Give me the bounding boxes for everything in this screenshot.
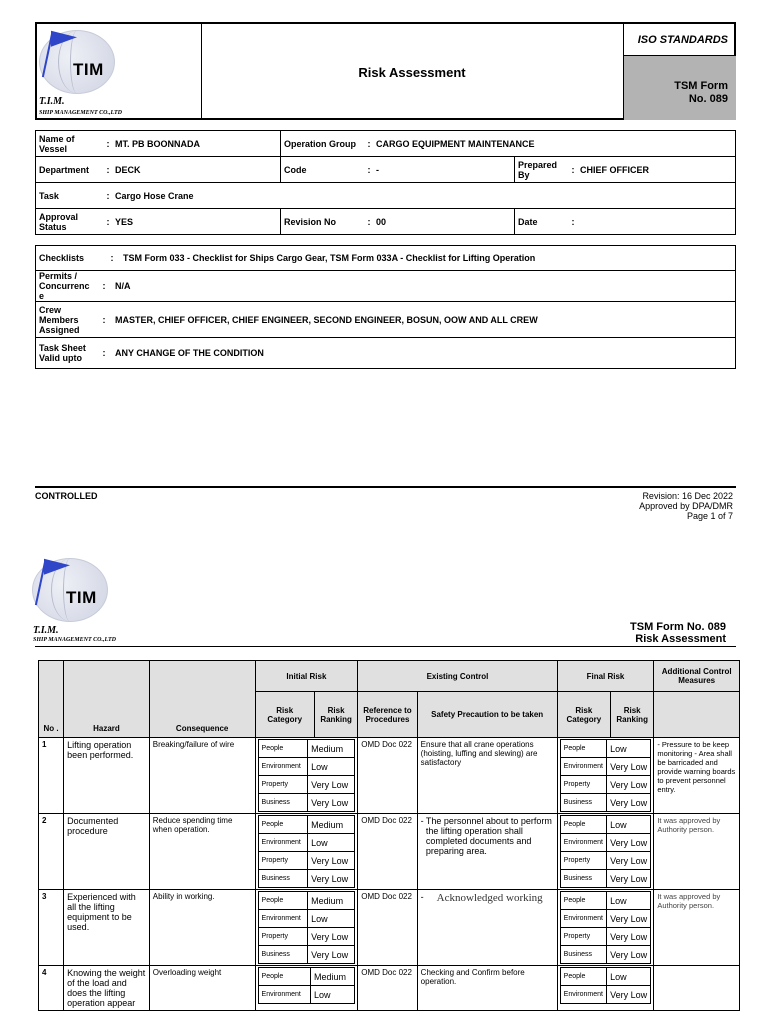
initial-risk-cell	[255, 966, 358, 1011]
additional-control-cell: It was approved by Authority person.	[654, 890, 740, 966]
col-consequence-header: Consequence	[149, 661, 255, 738]
risk-category: Property	[560, 928, 606, 946]
risk-line	[560, 852, 651, 870]
company-short-name: T.I.M.	[33, 625, 59, 636]
risk-line	[560, 794, 651, 812]
risk-ranking: Very Low	[607, 986, 651, 1004]
existing-control-header: Existing Control	[358, 661, 557, 692]
bullet-dash: -	[420, 816, 424, 826]
risk-category: Business	[258, 946, 308, 964]
risk-line	[258, 892, 355, 910]
hazard-cell: Experienced with all the lifting equipment to be used.	[64, 890, 150, 966]
risk-ranking: Low	[607, 968, 651, 986]
reference-header: Reference to Procedures	[358, 692, 417, 738]
risk-ranking: Very Low	[607, 834, 651, 852]
revision-date: Revision: 16 Dec 2022	[642, 491, 733, 501]
risk-category: Environment	[560, 834, 606, 852]
row-number: 4	[39, 966, 64, 1011]
revision-value: 00	[376, 216, 387, 227]
task-label: Task	[39, 190, 59, 201]
final-risk-cell-list	[560, 739, 652, 812]
risk-category: People	[560, 892, 606, 910]
row-number: 1	[39, 738, 64, 814]
safety-text: Acknowledged working	[436, 892, 543, 904]
task-details-table: Checklists : TSM Form 033 - Checklist for Ships Cargo Gear, TSM Form 033A - Checklist for Lifting Operation Permits / Concurrenc e : N/A Crew Members Assigned : MASTER, CHIEF OFFICER, CHIEF ENGINEER, SECOND ENGINEER, BOSUN, OOW AND ALL CREW Task Sheet Valid upto : ANY CHANGE OF THE CONDITION	[35, 245, 736, 369]
risk-ranking: Very Low	[607, 928, 651, 946]
risk-ranking: Very Low	[308, 776, 355, 794]
department-label: Department	[39, 164, 90, 175]
department-value: DECK	[115, 164, 141, 175]
page2-doc-title: Risk Assessment	[635, 633, 726, 645]
risk-line	[258, 834, 355, 852]
risk-category: Property	[258, 928, 308, 946]
risk-ranking: Low	[308, 910, 355, 928]
task-value: Cargo Hose Crane	[115, 190, 194, 201]
reference-cell: OMD Doc 022	[358, 738, 417, 814]
hazard-cell: Lifting operation been performed.	[64, 738, 150, 814]
form-header	[35, 22, 736, 120]
col-hazard-header: Hazard	[64, 661, 150, 738]
prepared-label: Prepared By	[518, 159, 558, 180]
risk-category: Property	[258, 776, 308, 794]
form-number-line1: TSM Form	[674, 80, 728, 92]
risk-category: People	[258, 740, 308, 758]
risk-category: Environment	[560, 758, 606, 776]
risk-line	[258, 870, 355, 888]
risk-ranking: Medium	[308, 740, 355, 758]
safety-cell	[417, 890, 557, 966]
initial-risk-cell-list	[258, 891, 356, 964]
initial-risk-cell-list	[258, 739, 356, 812]
row-number: 2	[39, 814, 64, 890]
additional-control-cell: It was approved by Authority person.	[654, 814, 740, 890]
final-risk-category-header: Risk Category	[557, 692, 610, 738]
checklists-label: Checklists	[39, 253, 85, 263]
logo-cell	[37, 24, 202, 120]
risk-line	[560, 892, 651, 910]
risk-category: Business	[560, 946, 606, 964]
risk-category: Environment	[258, 986, 310, 1004]
initial-risk-category-header: Risk Category	[255, 692, 314, 738]
risk-ranking: Low	[607, 816, 651, 834]
safety-cell: Ensure that all crane operations (hoisting, luffing and slewing) are satisfactory	[417, 738, 557, 814]
reference-cell: OMD Doc 022	[358, 890, 417, 966]
reference-cell: OMD Doc 022	[358, 814, 417, 890]
consequence-cell: Overloading weight	[149, 966, 255, 1011]
risk-category: People	[258, 816, 308, 834]
risk-line	[258, 776, 355, 794]
form-number-line2: No. 089	[688, 93, 728, 105]
risk-line	[560, 834, 651, 852]
risk-category: Property	[560, 776, 606, 794]
risk-category: People	[560, 816, 606, 834]
risk-line	[258, 946, 355, 964]
risk-ranking: Low	[607, 892, 651, 910]
additional-control-subheader	[654, 692, 740, 738]
vessel-value: MT. PB BOONNADA	[115, 138, 200, 149]
risk-line	[560, 968, 651, 986]
risk-category: Property	[258, 852, 308, 870]
risk-ranking: Very Low	[607, 870, 651, 888]
final-risk-cell-list	[560, 815, 652, 888]
page2-form-number: TSM Form No. 089	[630, 621, 726, 633]
risk-line	[258, 852, 355, 870]
crew-label: Crew Members Assigned	[39, 304, 80, 335]
document-title: Risk Assessment	[358, 64, 466, 80]
hazard-cell: Knowing the weight of the load and does the lifting operation appear	[64, 966, 150, 1011]
risk-ranking: Very Low	[308, 794, 355, 812]
risk-ranking: Very Low	[607, 946, 651, 964]
code-value: -	[376, 164, 379, 175]
checklists-value: TSM Form 033 - Checklist for Ships Cargo Gear, TSM Form 033A - Checklist for Lifting Operation	[123, 253, 536, 263]
risk-ranking: Very Low	[607, 758, 651, 776]
safety-text: The personnel about to perform the lifting operation shall completed documents and preparing area.	[425, 816, 552, 856]
risk-category: Environment	[258, 910, 308, 928]
additional-control-cell	[654, 966, 740, 1011]
permits-value: N/A	[115, 281, 131, 291]
risk-category: Business	[560, 794, 606, 812]
code-label: Code	[284, 164, 307, 175]
risk-category: Environment	[560, 910, 606, 928]
risk-ranking: Low	[308, 758, 355, 776]
final-risk-cell-list	[560, 891, 652, 964]
risk-category: Environment	[560, 986, 606, 1004]
consequence-cell: Reduce spending time when operation.	[149, 814, 255, 890]
risk-line	[258, 816, 355, 834]
risk-ranking: Medium	[311, 968, 355, 986]
approval-value: YES	[115, 216, 134, 227]
risk-ranking: Low	[607, 740, 651, 758]
risk-ranking: Low	[311, 986, 355, 1004]
initial-risk-header: Initial Risk	[255, 661, 358, 692]
final-risk-cell	[557, 738, 654, 814]
final-risk-cell-list	[560, 967, 652, 1004]
risk-line	[258, 986, 355, 1004]
initial-risk-cell-list	[258, 967, 356, 1004]
table-row	[39, 738, 740, 814]
vessel-label: Name of Vessel	[39, 133, 75, 154]
page2-divider	[35, 646, 736, 647]
risk-category: Business	[258, 870, 308, 888]
consequence-cell: Ability in working.	[149, 890, 255, 966]
risk-line	[258, 794, 355, 812]
risk-category: Environment	[258, 758, 308, 776]
risk-ranking: Medium	[308, 816, 355, 834]
table-row	[39, 890, 740, 966]
final-risk-cell	[557, 966, 654, 1011]
bullet-dash: -	[420, 892, 424, 902]
company-full-name: SHIP MANAGEMENT CO.,LTD	[39, 110, 123, 116]
safety-precaution-header: Safety Precaution to be taken	[417, 692, 557, 738]
final-risk-cell	[557, 890, 654, 966]
iso-label: ISO STANDARDS	[623, 24, 736, 56]
controlled-label: CONTROLLED	[35, 491, 98, 501]
valid-value: ANY CHANGE OF THE CONDITION	[115, 348, 264, 358]
date-label: Date	[518, 216, 538, 227]
initial-risk-cell-list	[258, 815, 356, 888]
logo-text: TIM	[66, 588, 97, 607]
safety-cell: Checking and Confirm before operation.	[417, 966, 557, 1011]
op-group-value: CARGO EQUIPMENT MAINTENANCE	[376, 138, 535, 149]
risk-ranking: Very Low	[308, 852, 355, 870]
final-risk-cell	[557, 814, 654, 890]
risk-line	[560, 740, 651, 758]
page2-title	[630, 621, 726, 645]
crew-value: MASTER, CHIEF OFFICER, CHIEF ENGINEER, SECOND ENGINEER, BOSUN, OOW AND ALL CREW	[115, 314, 538, 325]
company-short-name: T.I.M.	[39, 96, 65, 107]
table-row	[39, 814, 740, 890]
risk-ranking: Very Low	[308, 928, 355, 946]
risk-ranking: Very Low	[308, 870, 355, 888]
form-number	[623, 56, 736, 120]
initial-risk-ranking-header: Risk Ranking	[314, 692, 357, 738]
risk-category: People	[560, 968, 606, 986]
company-full-name: SHIP MANAGEMENT CO.,LTD	[33, 637, 117, 643]
tim-logo	[39, 30, 117, 94]
prepared-value: CHIEF OFFICER	[580, 164, 649, 175]
tim-logo-page2	[32, 558, 110, 622]
risk-assessment-table	[38, 660, 740, 1011]
initial-risk-cell	[255, 738, 358, 814]
risk-line	[258, 758, 355, 776]
risk-ranking: Very Low	[607, 776, 651, 794]
risk-ranking: Very Low	[607, 852, 651, 870]
initial-risk-cell	[255, 814, 358, 890]
row-number: 3	[39, 890, 64, 966]
footer-divider	[35, 486, 736, 488]
risk-category: Business	[258, 794, 308, 812]
risk-line	[560, 946, 651, 964]
revision-label: Revision No	[284, 216, 337, 227]
risk-line	[258, 928, 355, 946]
final-risk-ranking-header: Risk Ranking	[611, 692, 654, 738]
valid-label: Task Sheet Valid upto	[39, 343, 86, 363]
table-row	[39, 966, 740, 1011]
risk-line	[560, 776, 651, 794]
op-group-label: Operation Group	[284, 138, 356, 149]
risk-category: Business	[560, 870, 606, 888]
risk-ranking: Very Low	[308, 946, 355, 964]
risk-ranking: Very Low	[607, 910, 651, 928]
risk-line	[560, 758, 651, 776]
risk-line	[560, 986, 651, 1004]
risk-ranking: Medium	[308, 892, 355, 910]
approval-label: Approval Status	[39, 211, 79, 232]
reference-cell: OMD Doc 022	[358, 966, 417, 1011]
risk-line	[560, 928, 651, 946]
col-no-header: No .	[39, 661, 64, 738]
risk-line	[258, 968, 355, 986]
risk-line	[258, 910, 355, 928]
permits-label: Permits / Concurrenc e	[39, 271, 90, 301]
consequence-cell: Breaking/failure of wire	[149, 738, 255, 814]
risk-category: People	[560, 740, 606, 758]
risk-ranking: Very Low	[607, 794, 651, 812]
additional-control-cell: - Pressure to be keep monitoring - Area shall be barricaded and provide warning boards to prevent personnel entry.	[654, 738, 740, 814]
additional-control-header: Additional Control Measures	[654, 661, 740, 692]
safety-cell	[417, 814, 557, 890]
logo-text: TIM	[73, 60, 104, 79]
risk-category: People	[258, 968, 310, 986]
initial-risk-cell	[255, 890, 358, 966]
hazard-cell: Documented procedure	[64, 814, 150, 890]
risk-line	[560, 816, 651, 834]
risk-category: Property	[560, 852, 606, 870]
risk-line	[560, 870, 651, 888]
revision-info	[639, 491, 733, 521]
vessel-info-table: Name of Vessel : MT. PB BOONNADA Operation Group : CARGO EQUIPMENT MAINTENANCE Department : DECK Code : - Prepared By : CHIEF OFFICER Task : Cargo Hose Crane Approval Status : YES Revision No : 00 Date :	[35, 130, 736, 235]
page-number: Page 1 of 7	[686, 511, 733, 521]
approved-by: Approved by DPA/DMR	[639, 501, 733, 511]
risk-line	[560, 910, 651, 928]
risk-category: Environment	[258, 834, 308, 852]
risk-line	[258, 740, 355, 758]
risk-category: People	[258, 892, 308, 910]
final-risk-header: Final Risk	[557, 661, 654, 692]
risk-ranking: Low	[308, 834, 355, 852]
